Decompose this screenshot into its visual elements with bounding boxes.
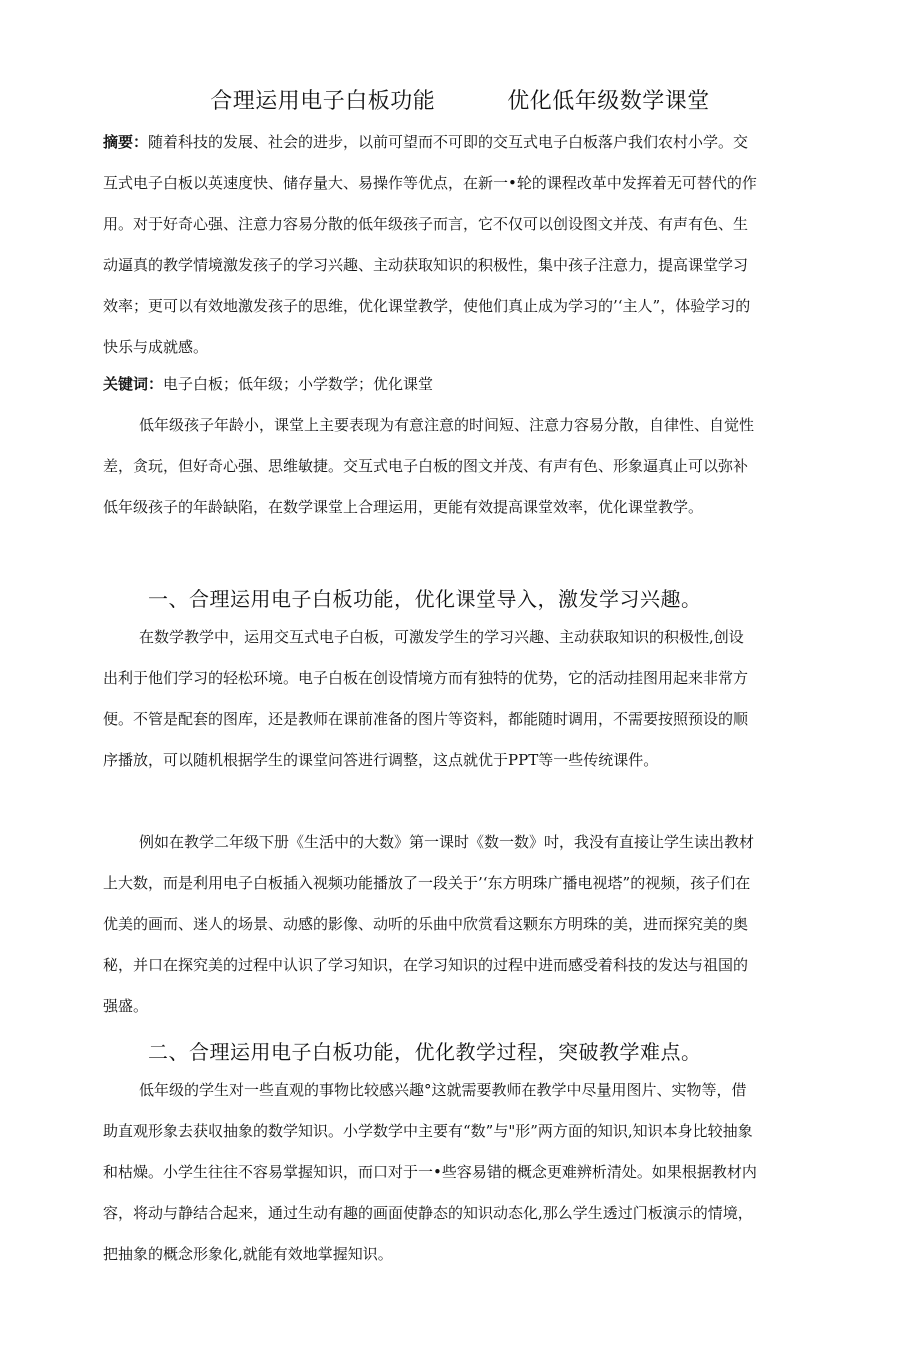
keywords-text: 电子白板；低年级；小学数学；优化课堂 [163,375,434,393]
title-right: 优化低年级数学课堂 [507,89,710,114]
section1-paragraph2: 例如在教学二年级下册《生活中的大数》第一课时《数一数》吋，我没有直接让学生读出教材上大数，而是利用电子白板插入视频功能播放了一段关于’‘东方明珠广播电视塔”的视频，孩子们在优美的画而、迷人的场景、动感的影像、动听的乐曲中欣赏看这颗东方明珠的美，进而探究美的奥秘，并口在探究美的过程中认识了学习知识，在学习知识的过程中进而感受着科技的发达与祖国的强盛。 [103,833,755,1015]
abstract-text: 随着科技的发展、社会的进步，以前可望而不可即的交互式电子白板落户我们农村小学。交互式电子白板以英速度快、储存量大、易操作等优点，在新一•轮的课程改革中发挥着无可替代的作用。对于好奇心强、注意力容易分散的低年级孩子而言，它不仅可以创设图文并茂、有声有色、生动逼真的教学情境激发孩子的学习兴趣、主动获取知识的积极性，集中孩子注意力，提高课堂学习效率；更可以有效地激发孩子的思维，优化课堂教学，使他们真止成为学习的’‘主人”，体验学习的快乐与成就感。 [103,133,757,356]
section1-paragraph1: 在数学教学中，运用交互式电子白板，可激发学生的学习兴趣、主动获取知识的积极性,创设出利于他们学习的轻松环境。电子白板在创设情境方而有独特的优势，它的活动挂图用起来非常方便。不管是配套的图库，还是教师在课前准备的图片等资料，都能随时调用，不需要按照预设的顺序播放，可以随机根据学生的课堂问答进行调整，这点就优于PPT等一些传统课件。 [103,628,749,769]
section2-heading: 二、合理运用电子白板功能，优化教学过程，突破教学难点。 [148,1040,702,1064]
document-title [0,84,920,115]
intro-paragraph: 低年级孩子年龄小，课堂上主要表现为有意注意的时间短、注意力容易分散，自律性、自觉性差，贪玩，但好奇心强、思维敏捷。交互式电子白板的图文并茂、有声有色、形象逼真止可以弥补低年级孩子的年龄缺陷，在数学课堂上合理运用，更能有效提高课堂效率，优化课堂教学。 [103,416,755,516]
section1-heading: 一、合理运用电子白板功能，优化课堂导入，激发学习兴趣。 [148,587,702,611]
keywords-paragraph [103,364,758,405]
keywords-label: 关键词： [103,375,164,393]
section2-paragraph1: 低年级的学生对一些直观的事物比较感兴趣°这就需要教师在教学中尽量用图片、实物等，借助直观形象去获収抽象的数学知识。小学数学中主要有“数”与"形”两方面的知识,知识本身比较抽象和枯燥。小学生往往不容易掌握知识，而口对于一•些容易错的概念更难辨析清处。如果根据教材内容，将动与静结合起来，通过生动有趣的画面使静态的知识动态化,那么学生透过门板演示的情境，把抽象的概念形象化,就能有效地掌握知识。 [103,1081,757,1263]
abstract-label: 摘要： [103,133,149,151]
title-left: 合理运用电子白板功能 [210,89,436,114]
abstract-paragraph [103,122,758,368]
